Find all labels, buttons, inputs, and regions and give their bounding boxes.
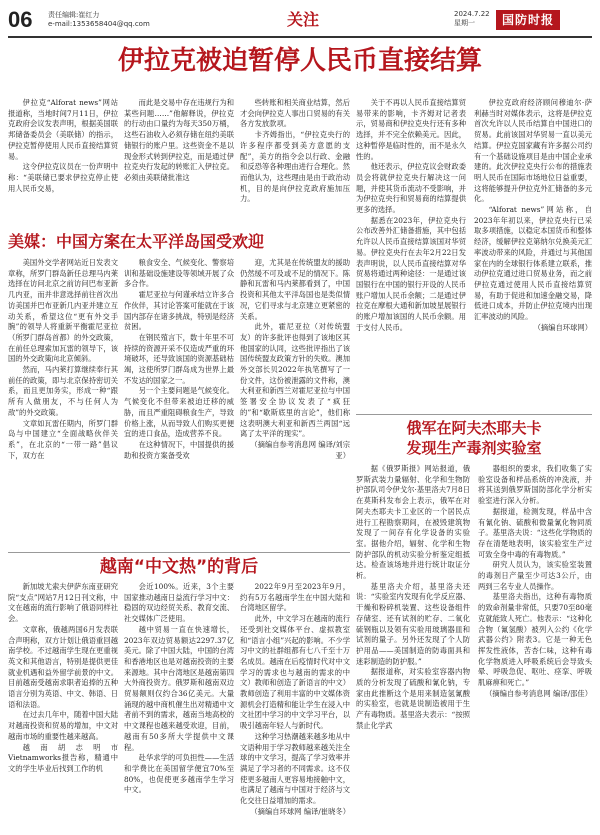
paragraph: 关于不再以人民币直接结算贸易带来的影响，卡齐姆对记者表示，贸易商和伊拉克央行还有多种选择，并不完全依赖美元。因此，这种暂停是临时性的，而不是永久性的。 (356, 98, 466, 161)
iraq-column-2 (124, 98, 234, 228)
editor-name: 责任编辑:崔红力 (48, 11, 100, 19)
editor-info (48, 11, 150, 29)
article-credit: （摘编自环球网） (533, 322, 592, 332)
paragraph: 这令伊拉克议员在一份声明中称：“美联储已要求伊拉克停止使用人民币交易， (8, 162, 118, 193)
paragraph: 新加坡尤索夫伊萨东南亚研究院“支点”网站7月12日刊文称，中文在越南的流行影响了俄语同样社会。 (8, 582, 118, 624)
page-number: 06 (8, 7, 33, 32)
paragraph: 迎，尤其是在传统盟友的援助仍然缓不可及或不足的情况下。陈静和瓦雷和马内莱都看到了，中国投资和其他太平洋岛国也是类似情况，它们寻求与北京建立更紧密的关系。 (240, 258, 350, 321)
paragraph: 霍尼亚拉与何谨承结立许多合作伙伴，其讨论答案可能就在于该国内部存在诸多挑战，特别是经济贫困。 (124, 290, 234, 332)
iraq-column-4 (356, 98, 466, 362)
paragraph: 他还表示，伊拉克议会财政委员会将就伊拉克央行解决这一问题，并使其货币流动不受影响，并为伊拉克央行和贸易商的结算提供更多的选择。 (356, 162, 466, 215)
section-title: 关注 (286, 10, 319, 29)
paragraph: “Alforat news”网站称，自2023年年初以来，伊拉克央行已采取多项措施，以稳定本国货币和整体经济，缓解伊拉克第纳尔兑换美元汇率波动带来的风险，并通过与其他国家在内的全球银行体系建立联系，推动伊拉克通过进口贸易业务，而之前伊拉克通过使用人民币直接结算贸易，有助于促进和加速金融交易，降低进口成本，并防止伊拉克境内出现汇率波动的风险。 (474, 205, 592, 322)
article-credit: （摘编自环球网 编译/崔晓冬） (250, 806, 350, 816)
paragraph: 据《俄罗斯报》网站报道，俄罗斯武装力量辐射、化学和生物防护部队司令伊戈尔·基里洛夫7月8日在莫斯科发布会上表示，俄军在对阿夫杰耶夫卡工业区的一个居民点进行工程勘察期间，在被毁建筑物发现了一间存有化学设备的实验室。据他介绍，辐射、化学和生物防护部队的机动实验分析鉴定组抵达。检查该场地并进行统计取证分析。 (356, 464, 470, 581)
lab-headline-line-2: 发现生产毒剂实验室 (406, 439, 542, 457)
iraq-column-1 (8, 98, 118, 228)
paragraph: 在钢民殖言下，数十年里不可持续的资源开采不仅造成严重的环境破坏，还导致该国的资源基础枯竭，这使所罗门群岛成为世界上最不发达的国家之一。 (124, 332, 234, 385)
paragraph: 美国外交学者网站近日发表文章称，所罗门群岛新任总理马内莱选择在访问北京之前访问巴布亚新几内亚，而并非意选择前往首次出访美国并巴布亚新几内亚并建立互动关系，希望这位“更有外交手腕”的领导人将重新平衡霍尼亚拉（所罗门群岛首都）的外交政策，在前任总理索加瓦雷的领导下，该国的外交政策向北京倾斜。 (8, 258, 118, 364)
lab-column-1 (356, 464, 470, 832)
paragraph: 另一个主要问题是气候变化。气候变化不但带来被迫迁移的威胁，而且严重阻碍粮食生产，导致价格上涨，从而导致人们购买更便宜的进口食品，造成营养不良。 (124, 386, 234, 439)
lab-headline (356, 418, 592, 458)
lab-column-2 (478, 464, 592, 832)
paragraph: 在这种情况下，中国提供的援助和投资方案备受欢 (124, 439, 234, 460)
paragraph: 据报道称，对实验室容器内物质的分析发现了硫酸和氰化钠，专家由此推断这个是用来制造氢氰酸的实验室，也就是说制造被用于生产有毒物质。基里洛夫表示：“按照禁止化学武 (356, 667, 470, 730)
paragraph: 会近100%。近来，3个主要国家推动越南日益流行学习中文：稳固的双边经贸关系、教育交流、社交媒体广泛使用。 (124, 582, 234, 624)
paragraph: 此外，中文学习在越南的流行还受到社交媒体平台、虚拟教室和“语言小组”兴起的影响。不少学习中文的社群组都有七八千至十万名成员。越南在后疫情时代对中文学习的需求也与越南的需求的中文）教师和创造了新语言的中文）教师创造了利用丰富的中文媒体资源机会打造精和能让学生在浸入中文社团中学习的中文学习平台，以吸引越南年轻人与新时代。 (240, 614, 350, 731)
paragraph: 赴华求学的可负担性——生活和学费比在美国留学便宜70%至80%，也促使更多越南学生学习中文。 (124, 753, 234, 795)
editor-email: e-mail:1353658404@qq.com (48, 20, 150, 28)
paragraph: 伊拉克“Alforat news”网站报道称，当地时间7月11日，伊拉克政府会议发表声明，根据美国联邦储备委员会（美联储）的指示，伊拉克暂停使用人民币直接结算贸易。 (8, 98, 118, 161)
paragraph: 文章如瓦雷任期内，所罗门群岛与中国建立“全面战略伙伴关系”，在北京的“一带一路”倡议下，双方在 (8, 418, 118, 460)
paragraph: 2022年9月至2023年9月，约有5万名越南学生在中国大陆和台湾地区留学。 (240, 582, 350, 613)
date-value: 2024.7.22 (454, 10, 490, 18)
paragraph: 粮食安全、气候变化、警察培训和基础设施建设等领域开展了众多合作。 (124, 258, 234, 289)
paragraph: 基里洛夫介绍，基里洛夫还说：“实验室内发现有化学反应器、干燥和粉碎机装置、这些设备组件存储室、还有试剂的贮存、二氧化硫钢瓶以及领有实验用玻璃器皿和试剂的量子。另外还发现了个人防护用品——美国制造的防毒面具和迷彩制造的防护服。” (356, 581, 470, 666)
solomon-column-3 (240, 258, 350, 548)
article-credit: （摘编自参考消息网 编译/邵佳） (485, 688, 592, 698)
solomon-column-1 (8, 258, 118, 548)
paragraph: 而此是交易中存在违规行为和某些问题……”他解释说，伊拉克的行动由口量约为每天350万桶，这些石油收入必须存储在纽约美联储银行的账户里。这些资金不是以现金形式转到伊拉克，而是通过伊拉克央行发起的转账汇入伊拉克。必须由美联储批准这 (124, 98, 234, 182)
paragraph: 据报道，检测发现，样品中含有氰化钠、硫酸和微量氰化物同质子。基里洛夫说：“这些化学物质的存在清楚地表明，该实验室生产过可致全身中毒的有毒物质。” (478, 506, 592, 559)
newspaper-logo: 国防时报 (496, 10, 560, 30)
header-rule (8, 36, 592, 38)
paragraph: 器组织的要求，我们收集了实验室设备和样品系统的冲洗液，并将其送到俄罗斯国防部化学分析实验室进行深入分析。 (478, 464, 592, 506)
paragraph: 越中贸易一直在快速增长，2023年双边贸易额达2297.37亿美元。除了中国大陆，中国的台湾和香港地区也是对越南投资的主要来源地。其中台湾地区是越南第四大外商投资方。俄罗斯和越南双边贸易额则仅约合36亿美元。大量涌现的越中商机催生出对精通中文者前不到的需求，越南当地高校的中文课程也越来越受欢迎，目前，越南有50多所大学提供中文课程。 (124, 624, 234, 752)
vietnam-headline: 越南“中文热”的背后 (99, 557, 259, 577)
issue-date (454, 10, 490, 28)
paragraph: 伊拉克政府经济顾问穆迪尔·萨利赫当时对媒体表示，这将是伊拉克首次允许以人民币结算自中国进口的贸易。此前该国对华贸易一直以美元结算。伊拉克国家藏有许多据公司约有一个基础设施项目是由中国企业承建的。此次伊拉克央行公布的措施表明人民币在国际市场地位日益重要，这将能够提升伊拉克外汇储备的多元化。 (474, 98, 592, 204)
divider (356, 414, 592, 415)
paragraph: 文章称，俄越两国6月发表联合声明称，双方计划让俄语重回越南学校。不过越南学生现在更重视英文和其他语言，特别是提供更佳就业机遇和益外留学前景的中文。目前越南受越南求职者追捧的五种语言分别为英语、中文、韩语、日语和法语。 (8, 624, 118, 709)
paragraph: 越南胡志明市Vietnamworks报告称，精通中文的学生毕业后找到工作的机 (8, 742, 118, 773)
paragraph: 卡齐姆指出，“伊拉克央行的许多程序都受到美方意愿的支配”，美方的指令会以行政、金融和反恐等各种理由进行合理化。然而他认为，这些理由是由于政治动机，目的是向伊拉克政府施加压力。 (240, 130, 350, 204)
iraq-column-5 (474, 98, 592, 410)
vietnam-column-2 (124, 582, 234, 832)
paragraph: 基里洛夫指出，这种有毒物质的致命剂量非常低，只要70至80毫克就能致人死亡。他表示：“这种化合物（氰氢酸）被列入公约《化学武器公约》附表3。它是一种无色挥发性液体，苦杏仁味，这种有毒化学物质进入呼吸系统后会导致头晕、呼吸急促、呕吐、痉挛、呼吸肌麻痹和死亡。” (478, 592, 592, 688)
divider (8, 552, 350, 553)
solomon-headline: 美媒：中国方案在太平洋岛国受欢迎 (8, 232, 265, 251)
page-header (8, 6, 592, 34)
weekday-value: 星期一 (454, 19, 475, 27)
paragraph: 然而，马内莱打算继续奉行其前任的政策，即与北京保持密切关系，而且更加务实，形成一种“跟所有人做朋友，不与任何人为敌”的外交政策。 (8, 365, 118, 417)
lab-headline-line-1: 俄军在阿夫杰耶夫卡 (406, 419, 542, 437)
paragraph: 在过去几年中，随着中国大陆对越南投资和贸易的增加，中文对越南市场的重要性越来越高。 (8, 710, 118, 741)
vietnam-column-3 (240, 582, 350, 832)
iraq-headline: 伊拉克被迫暂停人民币直接结算 (117, 46, 482, 76)
vietnam-column-1 (8, 582, 118, 832)
paragraph: 些转账和相关商业结算，然后才会向伊拉克人事出口贸易的有关各方发放款项。 (240, 98, 350, 129)
solomon-column-2 (124, 258, 234, 548)
iraq-column-3 (240, 98, 350, 228)
article-credit: （摘编自参考消息网 编译/刘宗亚） (250, 439, 350, 460)
paragraph: 据悉在2023年，伊拉克央行公布改善外汇储备措施，其中包括允许以人民币直接结算该国对华贸易。伊拉克央行在去年2月22日发表声明说，以人民币直接结算对华贸易将通过两种途径：一是通过该国银行在中国的银行开设的人民币账户增加人民币余额；二是通过伊拉克在摩根大通和新加坡星展银行的账户增加该国的人民币余额。用于支付人民币。 (356, 215, 466, 332)
paragraph: 这种学习热潮越来越多地从中文语种用于学习教师越来越关注全球的中文学习，提高了学习效率并满足了学习者的不同需求。这不仅使更多越南人更容易地接触中文，也满足了越南与中国对于经济与文化交往日益增加的需求。 (240, 731, 350, 806)
paragraph: 此外，霍尼亚拉（对传统盟友）的许多批评也得到了该地区其他国家的认同，这些批评指出了该国传统盟友政策方针的失败。澳加外交部长贝2022年执笔撰写了一份文件，这份被泄露的文件称，澳大利亚和新西兰对霍尼亚拉与中国签署安全协议发表了“疯狂的”和“歇斯底里的言论”，他们称这表明澳大利亚和新西兰两国“远离了太平洋的现实”。 (240, 322, 350, 439)
paragraph: 研究人员认为，该实验室装置的毒剂日产量至少可达3公斤，由两到三名专业人员操作。 (478, 560, 592, 591)
